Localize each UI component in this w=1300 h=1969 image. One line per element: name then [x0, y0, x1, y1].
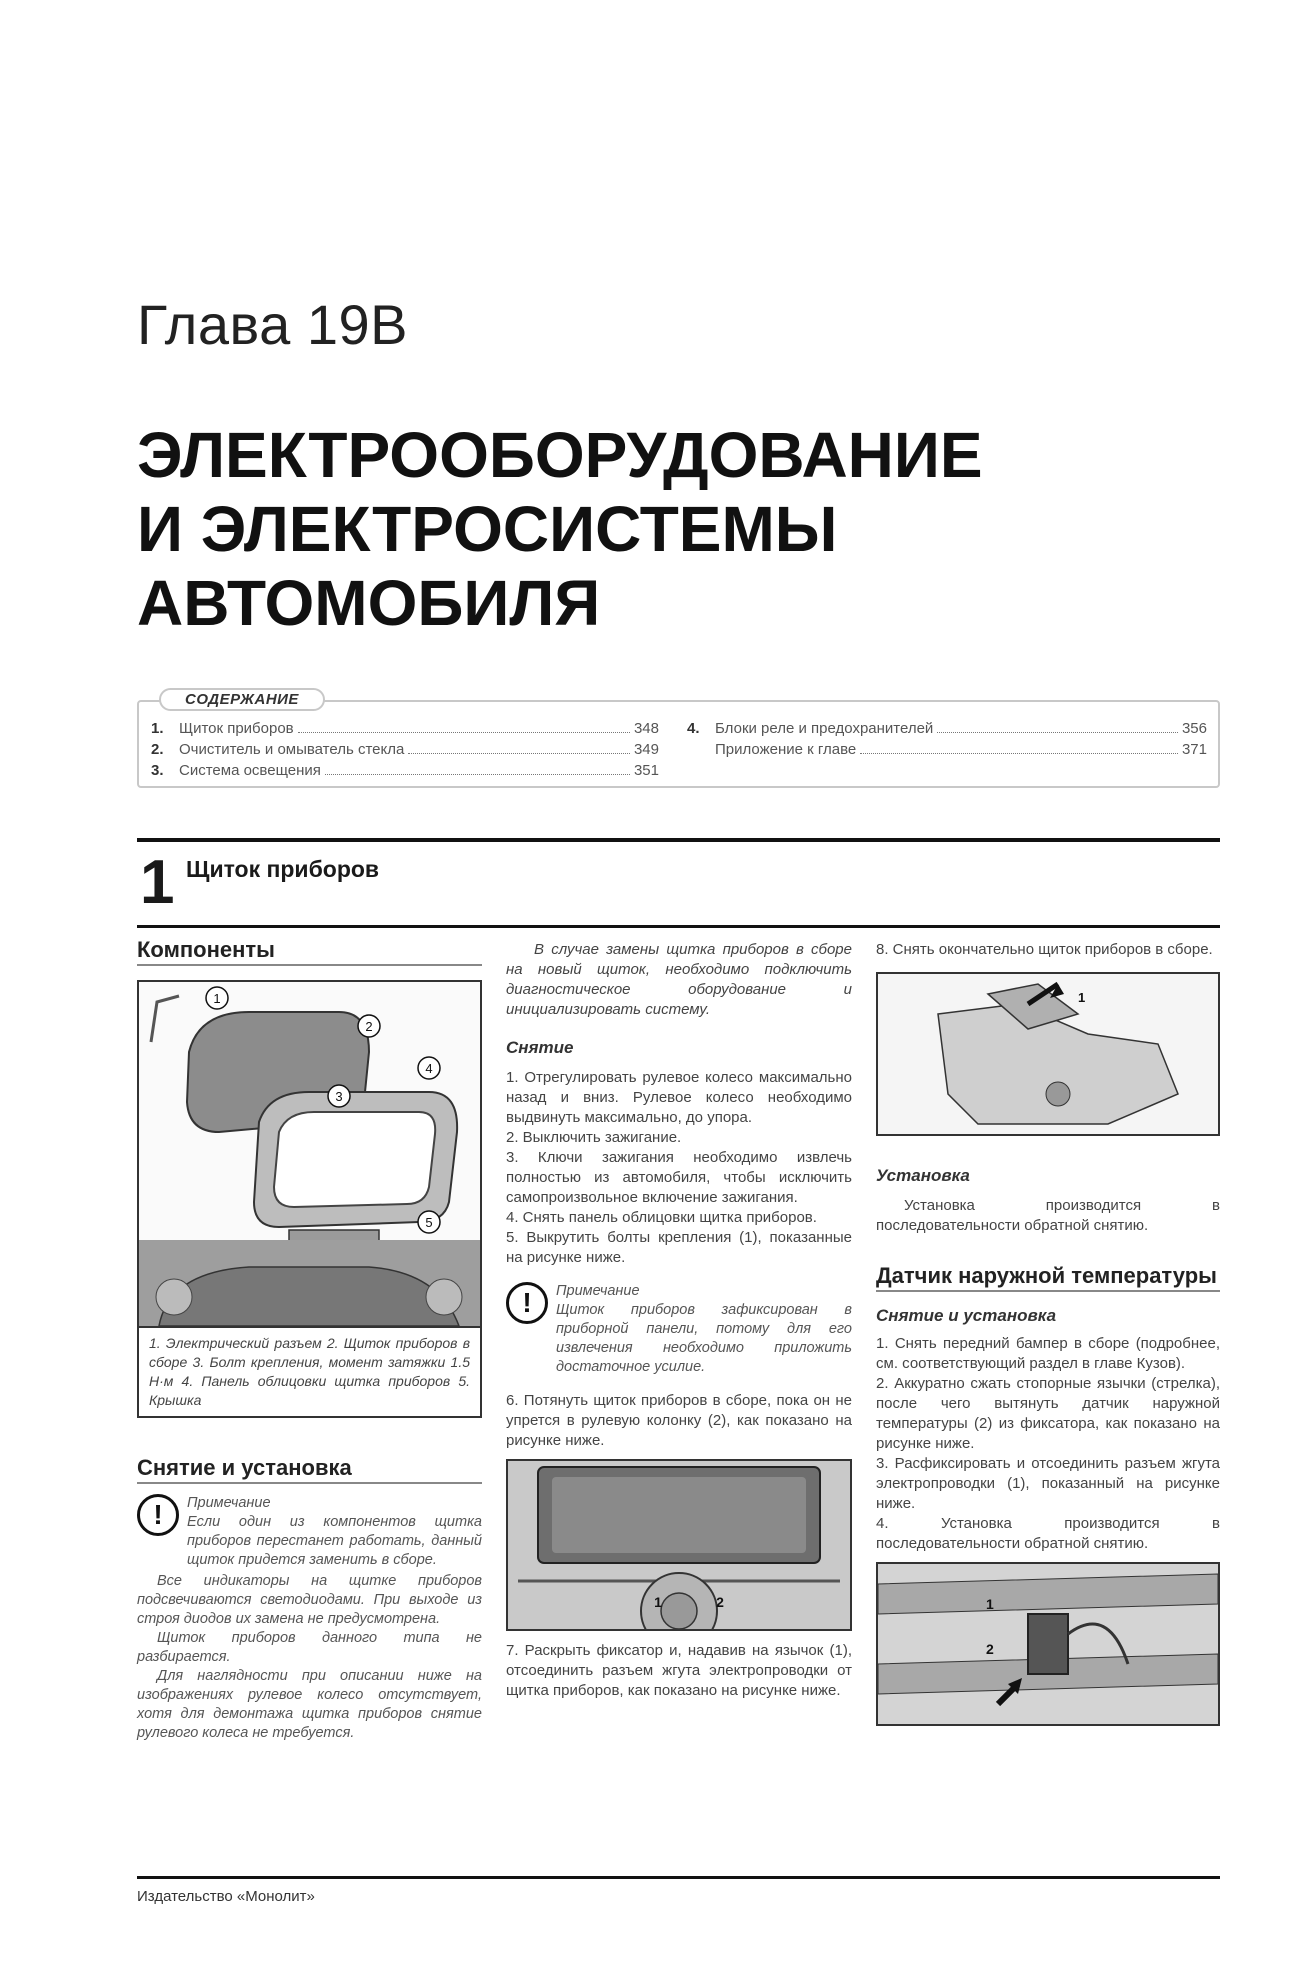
installation-heading: Установка [876, 1166, 970, 1185]
components-heading: Компоненты [137, 940, 482, 966]
step-item: 1. Отрегулировать рулевое колесо максимально назад и вниз. Рулевое колесо необходимо выдвинуть максимально, до упора. [506, 1069, 852, 1126]
sensor-subheading: Снятие и установка [876, 1306, 1057, 1325]
chapter-title-line: И ЭЛЕКТРОСИСТЕМЫ [137, 493, 838, 565]
removal-installation-heading: Снятие и установка [137, 1458, 482, 1484]
callout-label: 2 [365, 1019, 373, 1034]
toc-heading: СОДЕРЖАНИЕ [159, 688, 325, 711]
components-caption: 1. Электрический разъем 2. Щиток приборов в сборе 3. Болт крепления, момент затяжки 1.5 Н·м 4. Панель облицовки щитка приборов 5. Крышка [137, 1328, 482, 1418]
install-paragraph: Установка производится в последовательности обратной снятию. [876, 1197, 1220, 1234]
note-label: Примечание [556, 1283, 640, 1299]
chapter-title-line: ЭЛЕКТРООБОРУДОВАНИЕ [137, 419, 983, 491]
toc-entry-title: Очиститель и омыватель стекла [179, 741, 405, 758]
toc-column-left [151, 718, 659, 781]
toc-entry[interactable]: 1. Щиток приборов 348 [151, 720, 659, 737]
toc-entry[interactable]: 3. Система освещения 351 [151, 762, 659, 779]
toc-entry-page: 348 [633, 720, 659, 737]
section-number: 1 [140, 848, 175, 917]
cluster-out-illustration [878, 974, 1218, 1134]
chapter-title [137, 418, 1237, 640]
callout-label: 2 [716, 1594, 724, 1610]
step-item: 8. Снять окончательно щиток приборов в сборе. [876, 941, 1213, 958]
toc-entry-page: 371 [1181, 741, 1207, 758]
removal-heading: Снятие [506, 1038, 574, 1057]
toc-entry-page: 351 [633, 762, 659, 779]
sensor-figure [876, 1562, 1220, 1726]
toc-entry[interactable] [687, 739, 1207, 760]
toc-entry-title: Щиток приборов [179, 720, 294, 737]
step-item: 4. Снять панель облицовки щитка приборов. [506, 1209, 817, 1226]
note-label: Примечание [187, 1495, 271, 1511]
step-item: 5. Выкрутить болты крепления (1), показанные на рисунке ниже. [506, 1229, 852, 1266]
sensor-illustration [878, 1564, 1218, 1724]
column-3 [876, 940, 1220, 1726]
cluster-removal-figure [506, 1459, 852, 1631]
toc-entry-page: 349 [633, 741, 659, 758]
publisher-footer: Издательство «Монолит» [137, 1888, 315, 1905]
step-item: 6. Потянуть щиток приборов в сборе, пока он не упрется в рулевую колонку (2), как показано на рисунке ниже. [506, 1392, 852, 1449]
components-figure [137, 980, 482, 1328]
cluster-out-figure [876, 972, 1220, 1136]
column-2 [506, 940, 852, 1701]
note-paragraph: Если один из компонентов щитка приборов перестанет работать, данный щиток придется заменить в сборе. [187, 1514, 482, 1568]
toc-leader [937, 732, 1178, 733]
exclamation-icon: ! [506, 1282, 548, 1324]
callout-label: 5 [425, 1215, 433, 1230]
table-of-contents [137, 691, 1220, 788]
sensor-heading: Датчик наружной температуры [876, 1266, 1220, 1292]
toc-leader [408, 753, 630, 754]
column-1 [137, 937, 482, 1743]
note-paragraph: Все индикаторы на щитке приборов подсвечиваются светодиодами. При выходе из строя диодов их замена не предусмотрена. [137, 1573, 482, 1627]
section-rule [137, 925, 1220, 928]
footer-rule [137, 1876, 1220, 1879]
cluster-removal-illustration [508, 1461, 850, 1629]
toc-leader [298, 732, 630, 733]
section-title: Щиток приборов [186, 856, 380, 882]
chapter-title-line: АВТОМОБИЛЯ [137, 567, 601, 639]
note-block [506, 1282, 852, 1377]
note-continuation [137, 1572, 482, 1743]
intro-paragraph: В случае замены щитка приборов в сборе на новый щиток, необходимо подключить диагностическое оборудование и инициализировать систему. [506, 941, 852, 1018]
step-item: 2. Аккуратно сжать стопорные язычки (стрелка), после чего вытянуть датчик наружной температуры (2) из фиксатора, как показано на рисунке ниже. [876, 1375, 1220, 1452]
step-item: 1. Снять передний бампер в сборе (подробнее, см. соответствующий раздел в главе Кузов). [876, 1335, 1220, 1372]
step-item: 2. Выключить зажигание. [506, 1129, 682, 1146]
toc-leader [860, 753, 1178, 754]
toc-entry-title: Блоки реле и предохранителей [715, 720, 934, 737]
callout-label: 2 [986, 1641, 994, 1657]
callout-label: 4 [425, 1061, 433, 1076]
toc-entry-title: Система освещения [179, 762, 321, 779]
note-paragraph: Щиток приборов данного типа не разбирается. [137, 1630, 482, 1665]
toc-entry-page: 356 [1181, 720, 1207, 737]
section-rule [137, 838, 1220, 842]
step-item: 3. Ключи зажигания необходимо извлечь полностью из автомобиля, чтобы исключить самопроизвольное включение зажигания. [506, 1149, 852, 1206]
toc-entry[interactable]: 4. Блоки реле и предохранителей 356 [687, 720, 1207, 737]
callout-label: 1 [654, 1594, 662, 1610]
note-paragraph: Щиток приборов зафиксирован в приборной панели, потому для его извлечения необходимо приложить достаточное усилие. [556, 1302, 852, 1375]
callout-label: 1 [1078, 990, 1086, 1005]
callout-label: 1 [213, 991, 221, 1006]
toc-entry[interactable]: 2. Очиститель и омыватель стекла 349 [151, 741, 659, 758]
instrument-cluster-illustration [139, 982, 480, 1326]
toc-leader [325, 774, 630, 775]
step-item: 3. Расфиксировать и отсоединить разъем жгута электропроводки (1), показанный на рисунке ниже. [876, 1455, 1220, 1512]
note-paragraph: Для наглядности при описании ниже на изображениях рулевое колесо отсутствует, хотя для демонтажа щитка приборов снятие рулевого колеса не требуется. [137, 1668, 482, 1741]
chapter-label: Глава 19В [137, 293, 408, 356]
step-item: 4. Установка производится в последовательности обратной снятию. [876, 1515, 1220, 1552]
note-block [137, 1494, 482, 1570]
step-item: 7. Раскрыть фиксатор и, надавив на язычок (1), отсоединить разъем жгута электропроводки от щитка приборов, как показано на рисунке ниже. [506, 1642, 852, 1699]
toc-column-right [687, 718, 1207, 760]
exclamation-icon: ! [137, 1494, 179, 1536]
toc-entry-title: Приложение к главе [715, 741, 857, 758]
callout-label: 3 [335, 1089, 343, 1104]
callout-label: 1 [986, 1596, 994, 1612]
